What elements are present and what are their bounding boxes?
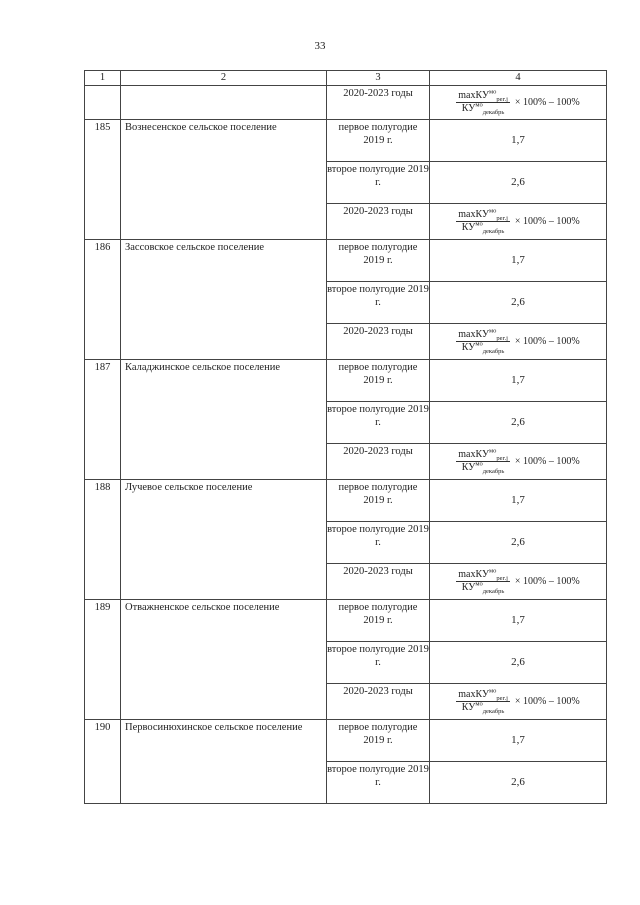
- numerator-sup: мо: [489, 207, 497, 215]
- formula-cell: [430, 324, 607, 360]
- numerator-sup: мо: [489, 567, 497, 575]
- value-first-half: 1,7: [430, 360, 607, 402]
- entry-number: 188: [85, 480, 121, 600]
- period-2020-2023: 2020-2023 годы: [327, 444, 430, 480]
- numerator-base: maxКУ: [458, 569, 490, 580]
- numerator-base: maxКУ: [458, 689, 490, 700]
- denominator-sub: декабрь: [482, 708, 505, 715]
- denominator-sup: мо: [475, 340, 483, 348]
- value-first-half: 1,7: [430, 120, 607, 162]
- value-first-half: 1,7: [430, 240, 607, 282]
- settlement-name: Зассовское сельское поселение: [121, 240, 327, 360]
- denominator-sup: мо: [475, 220, 483, 228]
- numerator-base: maxКУ: [458, 90, 490, 101]
- formula-denominator: [460, 582, 507, 594]
- denominator-base: КУ: [461, 462, 476, 473]
- formula-tail: × 100% – 100%: [514, 696, 580, 707]
- header-col-1: 1: [85, 71, 121, 86]
- numerator-sub: рег.j: [496, 335, 508, 342]
- continuation-name-cell: [121, 86, 327, 120]
- period-first-half: первое полугодие 2019 г.: [327, 120, 430, 162]
- table-row: [85, 720, 607, 762]
- period-2020-2023: 2020-2023 годы: [327, 324, 430, 360]
- denominator-sup: мо: [475, 460, 483, 468]
- settlement-name: Первосинюхинское сельское поселение: [121, 720, 327, 804]
- numerator-sub: рег.j: [496, 96, 508, 103]
- numerator-sup: мо: [489, 88, 497, 96]
- formula-numerator: [456, 329, 510, 342]
- formula-tail: × 100% – 100%: [514, 456, 580, 467]
- formula-cell: [430, 444, 607, 480]
- formula-fraction: [456, 90, 510, 115]
- period-first-half: первое полугодие 2019 г.: [327, 720, 430, 762]
- header-col-4: 4: [430, 71, 607, 86]
- period-second-half: второе полугодие 2019 г.: [327, 162, 430, 204]
- value-second-half: 2,6: [430, 282, 607, 324]
- formula-denominator: [460, 222, 507, 234]
- table-row: [85, 120, 607, 162]
- formula-cell: [430, 86, 607, 120]
- denominator-sub: декабрь: [482, 348, 505, 355]
- settlement-name: Каладжинское сельское поселение: [121, 360, 327, 480]
- settlement-name: Вознесенское сельское поселение: [121, 120, 327, 240]
- denominator-base: КУ: [461, 582, 476, 593]
- formula-tail: × 100% – 100%: [514, 576, 580, 587]
- growth-formula: [430, 329, 606, 354]
- period-second-half: второе полугодие 2019 г.: [327, 762, 430, 804]
- denominator-sup: мо: [475, 580, 483, 588]
- formula-fraction: [456, 689, 510, 714]
- formula-numerator: [456, 689, 510, 702]
- denominator-sub: декабрь: [482, 588, 505, 595]
- denominator-sup: мо: [475, 700, 483, 708]
- table-row: [85, 240, 607, 282]
- header-col-2: 2: [121, 71, 327, 86]
- formula-fraction: [456, 569, 510, 594]
- entry-number: 187: [85, 360, 121, 480]
- growth-formula: [430, 90, 606, 115]
- denominator-sub: декабрь: [482, 468, 505, 475]
- denominator-base: КУ: [461, 342, 476, 353]
- table-row: [85, 360, 607, 402]
- value-second-half: 2,6: [430, 762, 607, 804]
- formula-fraction: [456, 329, 510, 354]
- formula-denominator: [460, 103, 507, 115]
- continuation-row: [85, 86, 607, 120]
- value-second-half: 2,6: [430, 162, 607, 204]
- value-first-half: 1,7: [430, 600, 607, 642]
- entry-number: 186: [85, 240, 121, 360]
- numerator-sup: мо: [489, 447, 497, 455]
- denominator-sup: мо: [475, 101, 483, 109]
- period-second-half: второе полугодие 2019 г.: [327, 522, 430, 564]
- numerator-base: maxКУ: [458, 209, 490, 220]
- formula-cell: [430, 204, 607, 240]
- continuation-period: 2020-2023 годы: [327, 86, 430, 120]
- formula-fraction: [456, 449, 510, 474]
- entry-number: 190: [85, 720, 121, 804]
- numerator-sub: рег.j: [496, 455, 508, 462]
- growth-formula: [430, 209, 606, 234]
- period-2020-2023: 2020-2023 годы: [327, 564, 430, 600]
- denominator-base: КУ: [461, 103, 476, 114]
- formula-tail: × 100% – 100%: [514, 97, 580, 108]
- growth-formula: [430, 689, 606, 714]
- formula-cell: [430, 564, 607, 600]
- settlement-name: Отважненское сельское поселение: [121, 600, 327, 720]
- period-2020-2023: 2020-2023 годы: [327, 684, 430, 720]
- period-first-half: первое полугодие 2019 г.: [327, 240, 430, 282]
- settlement-name: Лучевое сельское поселение: [121, 480, 327, 600]
- value-first-half: 1,7: [430, 480, 607, 522]
- header-col-3: 3: [327, 71, 430, 86]
- numerator-base: maxКУ: [458, 449, 490, 460]
- numerator-sub: рег.j: [496, 215, 508, 222]
- denominator-base: КУ: [461, 222, 476, 233]
- table-row: [85, 480, 607, 522]
- entry-number: 185: [85, 120, 121, 240]
- numerator-sup: мо: [489, 327, 497, 335]
- value-first-half: 1,7: [430, 720, 607, 762]
- value-second-half: 2,6: [430, 642, 607, 684]
- period-second-half: второе полугодие 2019 г.: [327, 642, 430, 684]
- formula-tail: × 100% – 100%: [514, 336, 580, 347]
- numerator-base: maxКУ: [458, 329, 490, 340]
- entry-number: 189: [85, 600, 121, 720]
- period-second-half: второе полугодие 2019 г.: [327, 282, 430, 324]
- formula-denominator: [460, 702, 507, 714]
- formula-denominator: [460, 342, 507, 354]
- formula-denominator: [460, 462, 507, 474]
- period-first-half: первое полугодие 2019 г.: [327, 360, 430, 402]
- growth-formula: [430, 449, 606, 474]
- formula-numerator: [456, 569, 510, 582]
- formula-tail: × 100% – 100%: [514, 216, 580, 227]
- period-first-half: первое полугодие 2019 г.: [327, 480, 430, 522]
- formula-numerator: [456, 209, 510, 222]
- period-2020-2023: 2020-2023 годы: [327, 204, 430, 240]
- tariff-table: [84, 70, 607, 804]
- formula-cell: [430, 684, 607, 720]
- value-second-half: 2,6: [430, 402, 607, 444]
- value-second-half: 2,6: [430, 522, 607, 564]
- numerator-sub: рег.j: [496, 575, 508, 582]
- numerator-sub: рег.j: [496, 695, 508, 702]
- numerator-sup: мо: [489, 687, 497, 695]
- continuation-num-cell: [85, 86, 121, 120]
- header-row: [85, 71, 607, 86]
- denominator-sub: декабрь: [482, 228, 505, 235]
- formula-numerator: [456, 90, 510, 103]
- table-row: [85, 600, 607, 642]
- denominator-sub: декабрь: [482, 109, 505, 116]
- growth-formula: [430, 569, 606, 594]
- denominator-base: КУ: [461, 702, 476, 713]
- formula-numerator: [456, 449, 510, 462]
- formula-fraction: [456, 209, 510, 234]
- page-number: 33: [314, 40, 326, 52]
- period-second-half: второе полугодие 2019 г.: [327, 402, 430, 444]
- period-first-half: первое полугодие 2019 г.: [327, 600, 430, 642]
